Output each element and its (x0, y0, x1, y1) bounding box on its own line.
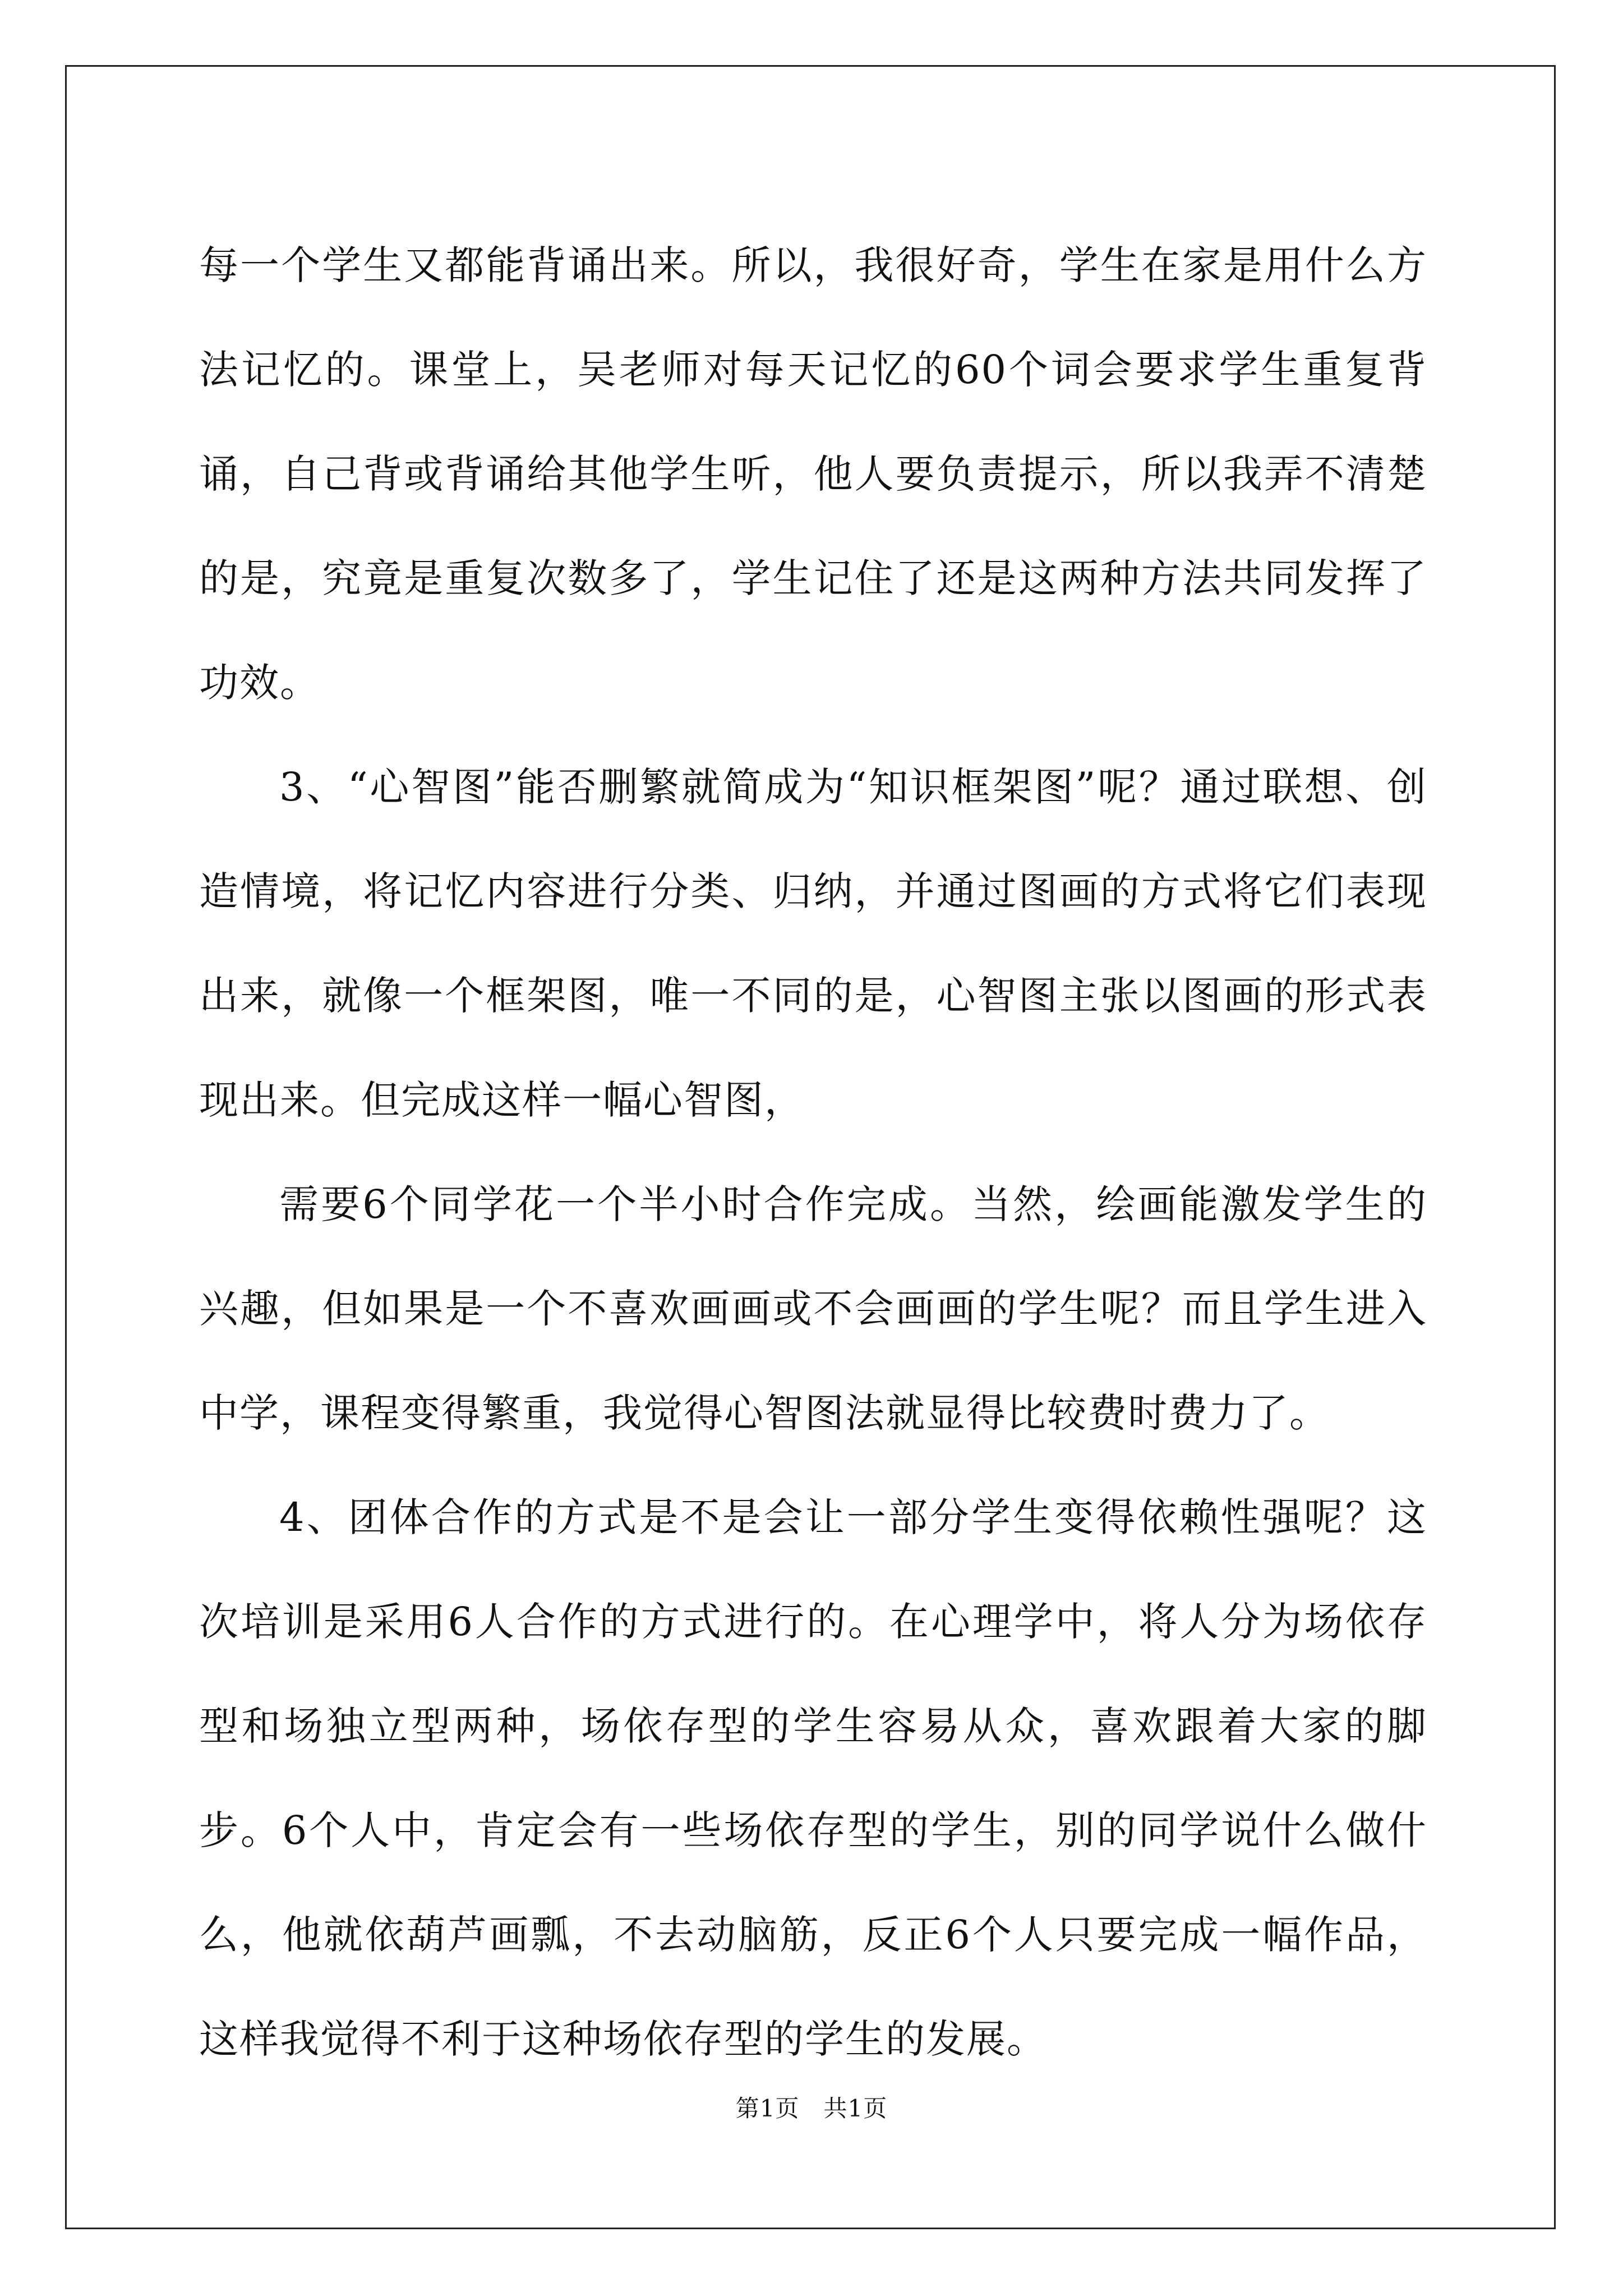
paragraph-3: 需要6个同学花一个半小时合作完成。当然，绘画能激发学生的兴趣，但如果是一个不喜欢画画或不会画画的学生呢？而且学生进入中学，课程变得繁重，我觉得心智图法就显得比较费时费力了。 (199, 1181, 1427, 1436)
paragraph-4: 4、团体合作的方式是不是会让一部分学生变得依赖性强呢？这次培训是采用6人合作的方式进行的。在心理学中，将人分为场依存型和场独立型两种，场依存型的学生容易从众，喜欢跟着大家的脚步。6个人中，肯定会有一些场依存型的学生，别的同学说什么做什么，他就依葫芦画瓢，不去动脑筋，反正6个人只要完成一幅作品，这样我觉得不利于这种场依存型的学生的发展。 (199, 1494, 1427, 2062)
paragraph-1: 每一个学生又都能背诵出来。所以，我很好奇，学生在家是用什么方法记忆的。课堂上，吴老师对每天记忆的60个词会要求学生重复背诵，自己背或背诵给其他学生听，他人要负责提示，所以我弄不清楚的是，究竟是重复次数多了，学生记住了还是这两种方法共同发挥了功效。 (199, 242, 1427, 706)
page-number-footer: 第1页 共1页 (735, 2095, 888, 2122)
document-body (199, 213, 1427, 2091)
paragraph-2: 3、“心智图”能否删繁就简成为“知识框架图”呢？通过联想、创造情境，将记忆内容进行分类、归纳，并通过图画的方式将它们表现出来，就像一个框架图，唯一不同的是，心智图主张以图画的形式表现出来。但完成这样一幅心智图， (199, 764, 1427, 1123)
